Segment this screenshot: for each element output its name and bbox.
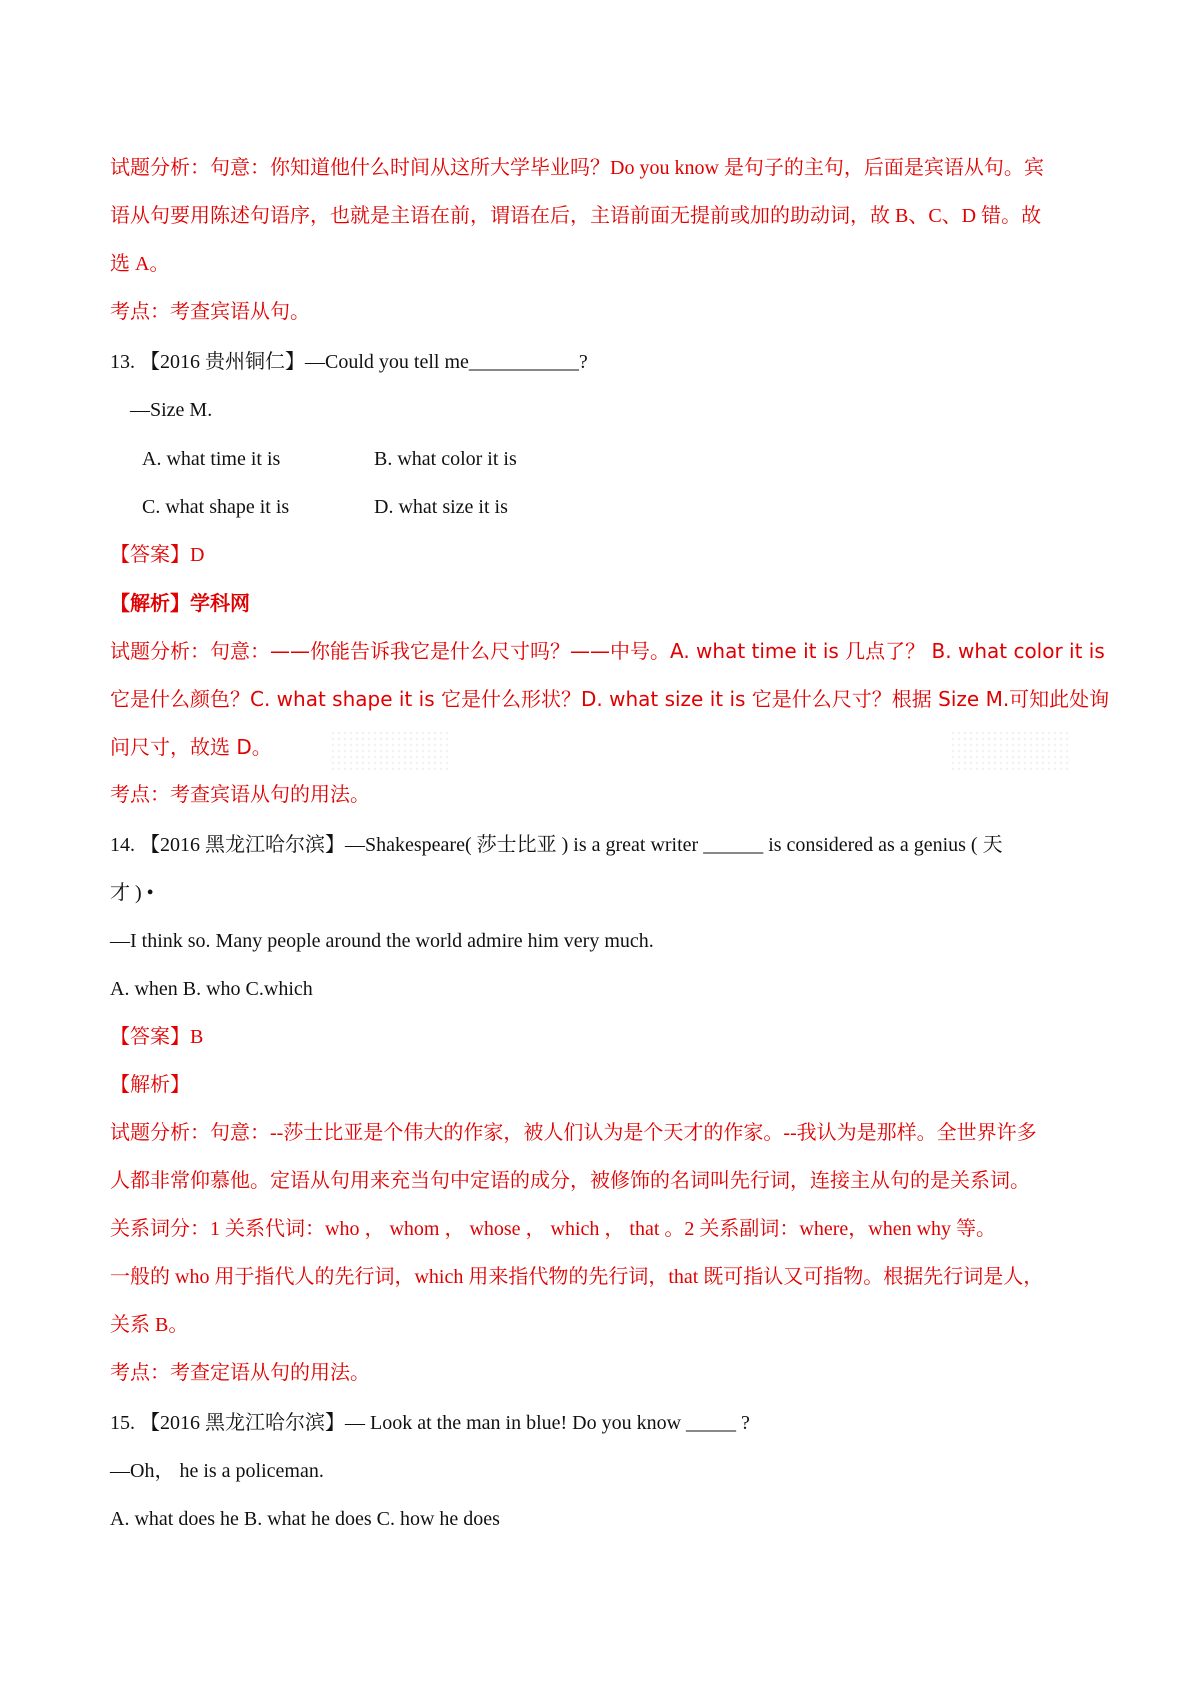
q13-analysis-line3: 问尺寸，故选 D。 — [110, 735, 272, 759]
q13-analysis-line1: 试题分析：句意：——你能告诉我它是什么尺寸吗？——中号。A. what time it is 几点了？ B. what color it is — [110, 639, 1105, 663]
q12-kaodian: 考点：考查宾语从句。 — [110, 301, 310, 323]
q14-analysis-line5: 关系 B。 — [110, 1314, 189, 1336]
q13-option-d: D. what size it is — [374, 496, 508, 518]
q13-analysis-line2: 它是什么颜色？C. what shape it is 它是什么形状？D. what size it is 它是什么尺寸？根据 Size M.可知此处询 — [110, 687, 1110, 711]
q12-analysis-line1: 试题分析：句意：你知道他什么时间从这所大学毕业吗？Do you know 是句子的主句，后面是宾语从句。宾 — [110, 157, 1044, 179]
q14-analysis-line1: 试题分析：句意：--莎士比亚是个伟大的作家，被人们认为是个天才的作家。--我认为是那样。全世界许多 — [110, 1122, 1037, 1144]
watermark-right — [950, 730, 1070, 770]
watermark-left — [330, 730, 450, 770]
q14-options: A. when B. who C.which — [110, 978, 313, 1000]
q13-option-c: C. what shape it is — [142, 496, 290, 518]
q13-stem: 13. 【2016 贵州铜仁】—Could you tell me___________? — [110, 351, 588, 373]
q14-reply: —I think so. Many people around the world admire him very much. — [110, 930, 654, 952]
q14-jiexi: 【解析】 — [110, 1074, 190, 1096]
q14-stem-line2: 才 ) • — [110, 882, 154, 904]
q13-answer: 【答案】D — [110, 544, 205, 566]
q15-stem: 15. 【2016 黑龙江哈尔滨】— Look at the man in blue! Do you know _____ ? — [110, 1412, 750, 1434]
q13-reply: —Size M. — [130, 399, 213, 421]
q13-jiexi: 【解析】学科网 — [110, 591, 250, 615]
q13-option-a: A. what time it is — [142, 448, 281, 470]
q12-analysis-line2: 语从句要用陈述句语序，也就是主语在前，谓语在后，主语前面无提前或加的助动词，故 B、C、D 错。故 — [110, 205, 1042, 227]
q13-kaodian: 考点：考查宾语从句的用法。 — [110, 784, 370, 806]
q14-analysis-line4: 一般的 who 用于指代人的先行词，which 用来指代物的先行词，that 既可指认又可指物。根据先行词是人， — [110, 1266, 1044, 1288]
q13-option-b: B. what color it is — [374, 448, 517, 470]
q14-stem-line1: 14. 【2016 黑龙江哈尔滨】—Shakespeare( 莎士比亚 ) is a great writer ______ is considered as a genius ( 天 — [110, 834, 1003, 856]
q15-reply: —Oh， he is a policeman. — [110, 1460, 324, 1482]
q14-kaodian: 考点：考查定语从句的用法。 — [110, 1362, 370, 1384]
q14-answer: 【答案】B — [110, 1026, 204, 1048]
q14-analysis-line3: 关系词分：1 关系代词：who ， whom ， whose ， which ， that 。2 关系副词：where，when why 等。 — [110, 1218, 997, 1240]
q14-analysis-line2: 人都非常仰慕他。定语从句用来充当句中定语的成分，被修饰的名词叫先行词，连接主从句的是关系词。 — [110, 1170, 1030, 1192]
q15-options: A. what does he B. what he does C. how he does — [110, 1508, 500, 1530]
q12-analysis-line3: 选 A。 — [110, 253, 170, 275]
